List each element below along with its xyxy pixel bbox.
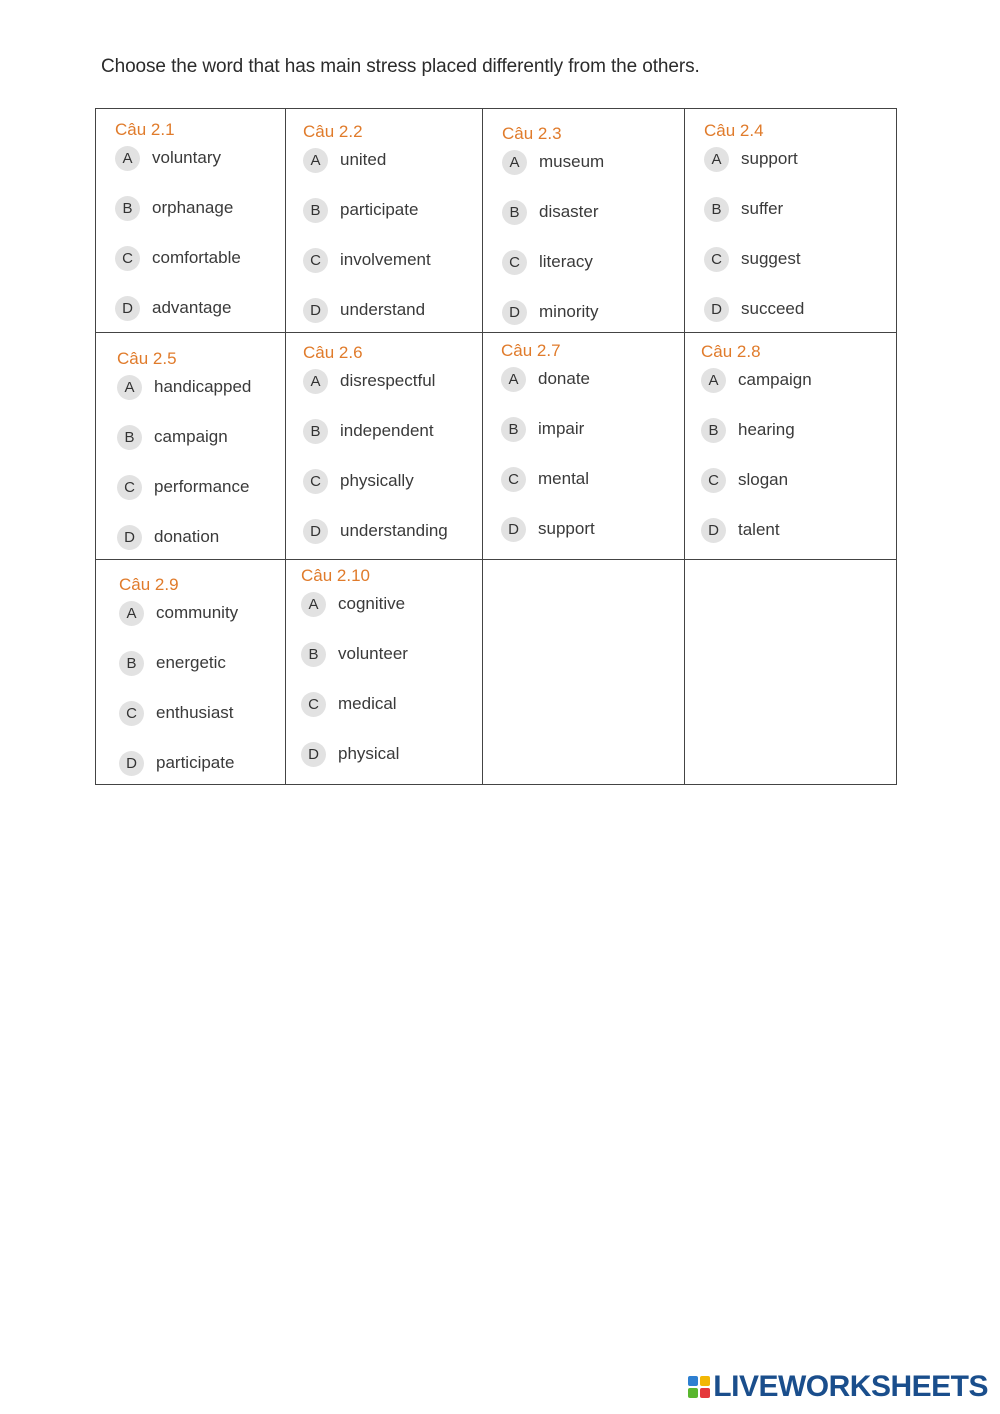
option-word[interactable]: support	[741, 149, 798, 168]
option-word[interactable]: hearing	[738, 420, 795, 439]
option-a[interactable]	[303, 368, 448, 394]
option-c[interactable]	[701, 467, 812, 493]
option-c[interactable]	[303, 468, 448, 494]
grid-divider	[96, 332, 896, 333]
instruction-text: Choose the word that has main stress placed differently from the others.	[101, 56, 700, 77]
grid-divider	[482, 109, 483, 784]
option-c[interactable]	[502, 249, 604, 275]
question-2-5	[117, 348, 251, 550]
option-letter-badge[interactable]: B	[701, 418, 726, 443]
option-word[interactable]: independent	[340, 421, 434, 440]
option-word[interactable]: understand	[340, 300, 426, 319]
option-letter-badge[interactable]: D	[701, 518, 726, 543]
option-letter-badge[interactable]: B	[119, 651, 144, 676]
option-word[interactable]: slogan	[738, 470, 789, 489]
option-letter-badge[interactable]: A	[117, 375, 142, 400]
option-word[interactable]: campaign	[738, 370, 812, 389]
option-d[interactable]	[119, 750, 238, 776]
question-title: Câu 2.6	[303, 343, 363, 362]
question-title: Câu 2.7	[501, 341, 561, 360]
option-word[interactable]: orphanage	[152, 198, 234, 217]
liveworksheets-logo	[688, 1370, 988, 1404]
option-letter-badge[interactable]: A	[303, 148, 328, 173]
grid-divider	[684, 109, 685, 784]
option-word[interactable]: mental	[538, 469, 590, 488]
question-title: Câu 2.2	[303, 122, 363, 141]
option-word[interactable]: voluntary	[152, 148, 221, 167]
option-c[interactable]	[501, 466, 595, 492]
option-d[interactable]	[701, 517, 812, 543]
option-a[interactable]	[115, 145, 241, 171]
option-letter-badge[interactable]: C	[119, 701, 144, 726]
option-b[interactable]	[501, 416, 595, 442]
option-a[interactable]	[303, 147, 431, 173]
option-d[interactable]	[501, 516, 595, 542]
option-letter-badge[interactable]: A	[704, 147, 729, 172]
option-word[interactable]: community	[156, 603, 239, 622]
question-2-7	[501, 340, 595, 542]
question-grid	[95, 108, 897, 785]
option-word[interactable]: impair	[538, 419, 585, 438]
option-word[interactable]: campaign	[154, 427, 228, 446]
option-b[interactable]	[701, 417, 812, 443]
question-2-8	[701, 341, 812, 543]
option-word[interactable]: succeed	[741, 299, 805, 318]
option-d[interactable]	[115, 295, 241, 321]
option-a[interactable]	[119, 600, 238, 626]
option-letter-badge[interactable]: B	[303, 198, 328, 223]
question-2-9	[119, 574, 238, 776]
option-letter-badge[interactable]: A	[303, 369, 328, 394]
option-b[interactable]	[303, 197, 431, 223]
liveworksheets-logo-icon	[688, 1376, 710, 1398]
option-d[interactable]	[502, 299, 604, 325]
option-word[interactable]: suggest	[741, 249, 801, 268]
option-letter-badge[interactable]: D	[115, 296, 140, 321]
option-b[interactable]	[704, 196, 804, 222]
option-letter-badge[interactable]: D	[119, 751, 144, 776]
option-letter-badge[interactable]: A	[501, 367, 526, 392]
question-title: Câu 2.4	[704, 121, 764, 140]
option-word[interactable]: comfortable	[152, 248, 241, 267]
option-a[interactable]	[501, 366, 595, 392]
option-word[interactable]: participate	[340, 200, 419, 219]
option-c[interactable]	[119, 700, 238, 726]
option-d[interactable]	[301, 741, 408, 767]
option-word[interactable]: enthusiast	[156, 703, 234, 722]
option-letter-badge[interactable]: B	[301, 642, 326, 667]
option-letter-badge[interactable]: C	[301, 692, 326, 717]
option-word[interactable]: understanding	[340, 521, 448, 540]
option-a[interactable]	[117, 374, 251, 400]
option-word[interactable]: suffer	[741, 199, 784, 218]
option-a[interactable]	[701, 367, 812, 393]
option-letter-badge[interactable]: B	[115, 196, 140, 221]
option-letter-badge[interactable]: B	[502, 200, 527, 225]
option-word[interactable]: volunteer	[338, 644, 408, 663]
option-d[interactable]	[303, 518, 448, 544]
option-letter-badge[interactable]: C	[303, 248, 328, 273]
question-2-6	[303, 342, 448, 544]
option-word[interactable]: physical	[338, 744, 400, 763]
option-letter-badge[interactable]: C	[303, 469, 328, 494]
question-title: Câu 2.9	[119, 575, 179, 594]
option-word[interactable]: talent	[738, 520, 780, 539]
option-word[interactable]: museum	[539, 152, 605, 171]
grid-divider	[285, 109, 286, 784]
option-letter-badge[interactable]: A	[502, 150, 527, 175]
option-word[interactable]: participate	[156, 753, 235, 772]
option-word[interactable]: support	[538, 519, 595, 538]
option-a[interactable]	[704, 146, 804, 172]
option-word[interactable]: minority	[539, 302, 599, 321]
option-letter-badge[interactable]: A	[119, 601, 144, 626]
option-letter-badge[interactable]: C	[501, 467, 526, 492]
option-letter-badge[interactable]: A	[701, 368, 726, 393]
option-word[interactable]: literacy	[539, 252, 593, 271]
question-title: Câu 2.5	[117, 349, 177, 368]
option-letter-badge[interactable]: B	[117, 425, 142, 450]
option-word[interactable]: energetic	[156, 653, 226, 672]
option-letter-badge[interactable]: B	[303, 419, 328, 444]
option-word[interactable]: cognitive	[338, 594, 406, 613]
question-2-3	[502, 123, 604, 325]
option-letter-badge[interactable]: C	[117, 475, 142, 500]
option-a[interactable]	[301, 591, 408, 617]
option-word[interactable]: advantage	[152, 298, 232, 317]
option-c[interactable]	[115, 245, 241, 271]
option-letter-badge[interactable]: B	[704, 197, 729, 222]
option-letter-badge[interactable]: A	[301, 592, 326, 617]
option-b[interactable]	[115, 195, 241, 221]
option-d[interactable]	[303, 297, 431, 323]
question-title: Câu 2.1	[115, 120, 175, 139]
option-word[interactable]: united	[340, 150, 387, 169]
option-word[interactable]: donation	[154, 527, 220, 546]
option-c[interactable]	[303, 247, 431, 273]
option-word[interactable]: involvement	[340, 250, 431, 269]
option-letter-badge[interactable]: D	[502, 300, 527, 325]
option-c[interactable]	[704, 246, 804, 272]
option-b[interactable]	[301, 641, 408, 667]
question-2-4	[704, 120, 804, 322]
option-letter-badge[interactable]: D	[303, 298, 328, 323]
question-title: Câu 2.10	[301, 566, 370, 585]
option-letter-badge[interactable]: D	[303, 519, 328, 544]
option-word[interactable]: performance	[154, 477, 250, 496]
option-word[interactable]: medical	[338, 694, 397, 713]
option-letter-badge[interactable]: C	[502, 250, 527, 275]
option-letter-badge[interactable]: D	[704, 297, 729, 322]
question-title: Câu 2.8	[701, 342, 761, 361]
option-letter-badge[interactable]: D	[117, 525, 142, 550]
option-word[interactable]: donate	[538, 369, 590, 388]
question-2-2	[303, 121, 431, 323]
option-letter-badge[interactable]: C	[701, 468, 726, 493]
option-letter-badge[interactable]: A	[115, 146, 140, 171]
option-letter-badge[interactable]: D	[301, 742, 326, 767]
option-word[interactable]: disaster	[539, 202, 599, 221]
grid-divider	[96, 559, 896, 560]
option-b[interactable]	[119, 650, 238, 676]
option-b[interactable]	[502, 199, 604, 225]
question-2-10	[301, 565, 408, 767]
option-word[interactable]: physically	[340, 471, 414, 490]
option-d[interactable]	[704, 296, 804, 322]
option-word[interactable]: disrespectful	[340, 371, 436, 390]
option-d[interactable]	[117, 524, 251, 550]
option-word[interactable]: handicapped	[154, 377, 252, 396]
option-letter-badge[interactable]: B	[501, 417, 526, 442]
option-letter-badge[interactable]: C	[115, 246, 140, 271]
option-a[interactable]	[502, 149, 604, 175]
option-letter-badge[interactable]: C	[704, 247, 729, 272]
logo-text: LIVEWORKSHEETS	[713, 1370, 988, 1403]
option-letter-badge[interactable]: D	[501, 517, 526, 542]
option-b[interactable]	[117, 424, 251, 450]
question-title: Câu 2.3	[502, 124, 562, 143]
option-c[interactable]	[117, 474, 251, 500]
option-b[interactable]	[303, 418, 448, 444]
option-c[interactable]	[301, 691, 408, 717]
question-2-1	[115, 119, 241, 321]
